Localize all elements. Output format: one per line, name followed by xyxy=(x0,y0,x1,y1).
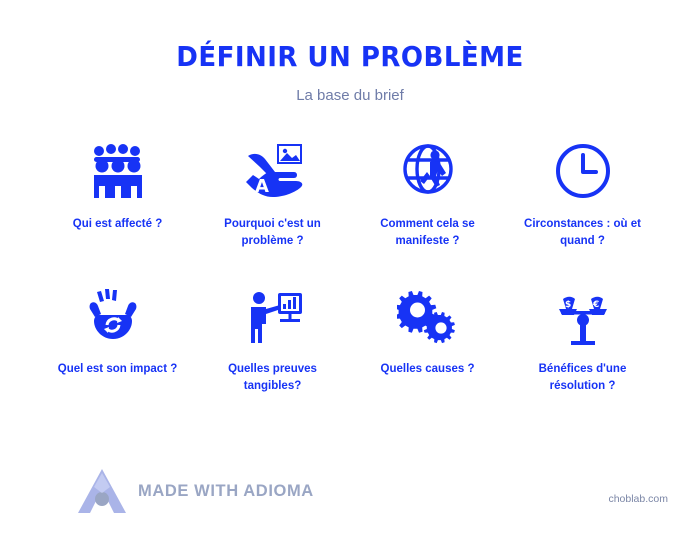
gears-icon xyxy=(397,287,459,345)
grid-item-quelles-causes[interactable] xyxy=(350,283,505,394)
footer xyxy=(0,461,700,521)
grid-item-label: Quel est son impact ? xyxy=(57,363,178,376)
group-people-icon xyxy=(85,142,151,200)
grid-item-quel-est-son-impact[interactable] xyxy=(40,283,195,394)
person-on-globe-icon xyxy=(397,142,459,200)
grid-item-label: Comment cela se manifeste ? xyxy=(380,218,475,247)
page-title: DÉFINIR UN PROBLÈME xyxy=(176,40,524,73)
clock-icon xyxy=(554,142,612,200)
hand-holding-picture-icon xyxy=(238,142,308,200)
presenter-chart-icon xyxy=(242,287,304,345)
grid-item-pourquoi-cest-un-probleme[interactable] xyxy=(195,138,350,249)
grid-item-label: Circonstances : où et quand ? xyxy=(524,218,641,247)
grid-item-benefices-dune-resolution[interactable] xyxy=(505,283,660,394)
grid-item-label: Quelles preuves tangibles? xyxy=(228,363,317,393)
svg-text:€: € xyxy=(592,300,599,311)
svg-text:A: A xyxy=(254,176,269,197)
icon-slot xyxy=(551,283,615,345)
grid-item-circonstances[interactable] xyxy=(505,138,660,249)
brand-text: MADE WITH ADIOMA xyxy=(138,481,314,500)
question-grid xyxy=(0,138,700,395)
site-credit: choblab.com xyxy=(608,493,668,505)
icon-slot xyxy=(238,138,308,200)
hands-recycle-icon xyxy=(85,287,151,345)
grid-item-label: Pourquoi c'est un problème ? xyxy=(224,218,321,247)
grid-item-quelles-preuves-tangibles[interactable] xyxy=(195,283,350,394)
brand-lockup[interactable] xyxy=(78,469,314,513)
grid-item-qui-est-affecte[interactable] xyxy=(40,138,195,249)
icon-slot xyxy=(554,138,612,200)
grid-item-label: Bénéfices d'une résolution ? xyxy=(538,363,627,393)
svg-text:$: $ xyxy=(564,300,571,311)
icon-slot xyxy=(85,138,151,200)
icon-slot xyxy=(242,283,304,345)
page-subtitle: La base du brief xyxy=(296,87,404,104)
icon-slot xyxy=(397,138,459,200)
grid-item-label: Quelles causes ? xyxy=(380,363,475,376)
adioma-logo-icon xyxy=(78,469,126,513)
grid-item-label: Qui est affecté ? xyxy=(72,218,163,230)
icon-slot xyxy=(397,283,459,345)
icon-slot xyxy=(85,283,151,345)
money-balance-icon xyxy=(551,287,615,345)
grid-item-comment-cela-se-manifeste[interactable] xyxy=(350,138,505,249)
